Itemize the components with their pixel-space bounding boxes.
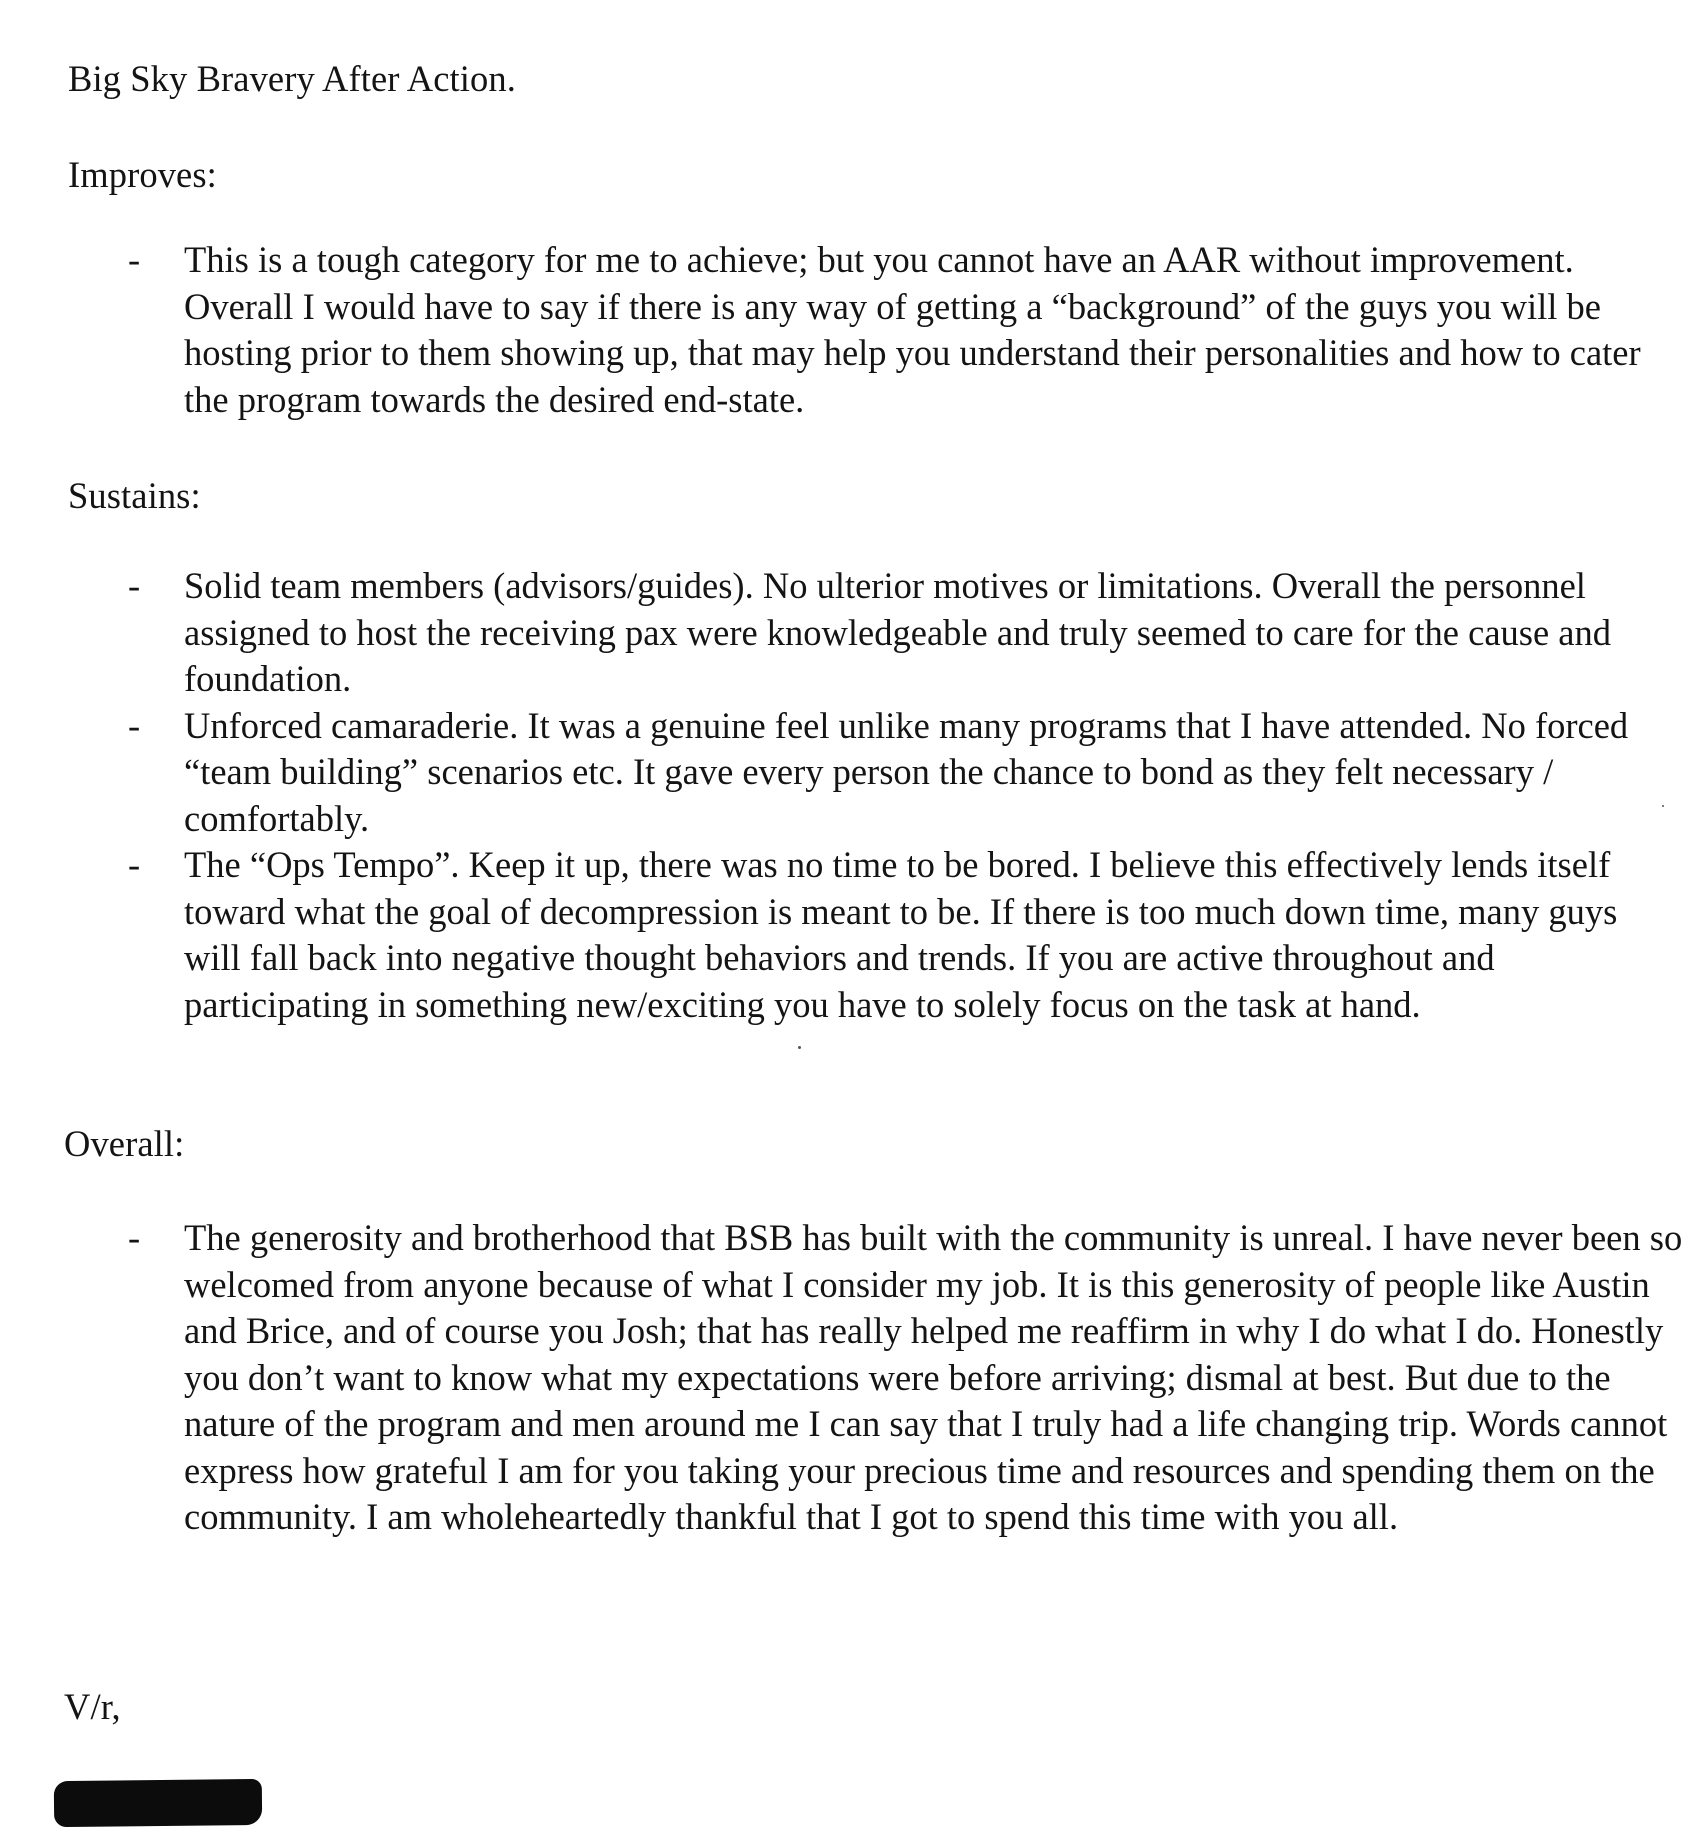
sustains-item-text: The “Ops Tempo”. Keep it up, there was no time to be bored. I believe this effectively lends itself toward what the goal of decompression is meant to be. If there is too much down time, many guys will fall back into negative thought behaviors and trends. If you are active throughout and participating in something new/exciting you have to solely focus on the task at hand. <box>184 844 1618 1025</box>
overall-item-text: The generosity and brotherhood that BSB has built with the community is unreal. I have never been so welcomed from anyone because of what I consider my job. It is this generosity of people like Austin and Brice, and of course you Josh; that has really helped me reaffirm in why I do what I do. Honestly you don’t want to know what my expectations were before arriving; dismal at best. But due to the nature of the program and men around me I can say that I truly had a life changing trip. Words cannot express how grateful I am for you taking your precious time and resources and spending them on the community. I am wholeheartedly thankful that I got to spend this time with you all. <box>184 1217 1683 1537</box>
sustains-list <box>126 563 1646 1028</box>
list-item <box>126 1215 1684 1541</box>
list-item <box>126 563 1624 703</box>
scan-speck <box>1662 805 1664 807</box>
redacted-signature <box>54 1779 262 1827</box>
sustains-heading: Sustains: <box>68 475 201 516</box>
improves-heading: Improves: <box>68 154 217 195</box>
sustains-item-text: Solid team members (advisors/guides). No ulterior motives or limitations. Overall the personnel assigned to host the receiving pax were knowledgeable and truly seemed to care for the cause and foundation. <box>184 565 1612 699</box>
sustains-item-text: Unforced camaraderie. It was a genuine feel unlike many programs that I have attended. No forced “team building” scenarios etc. It gave every person the chance to bond as they felt necessary / comfortably. <box>184 704 1629 839</box>
list-item <box>126 842 1664 1028</box>
improves-item-text: This is a tough category for me to achieve; but you cannot have an AAR without improvement. Overall I would have to say if there is any way of getting a “background” of the guys you will be hosting prior to them showing up, that may help you understand their personalities and how to cater the program towards the desired end-state. <box>184 239 1641 420</box>
bullet-dash: - <box>128 239 141 280</box>
list-item <box>126 703 1674 843</box>
document-title: Big Sky Bravery After Action. <box>68 58 516 99</box>
bullet-dash: - <box>128 565 141 606</box>
closing-salutation: V/r, <box>64 1686 121 1727</box>
bullet-dash: - <box>128 1217 141 1258</box>
overall-heading: Overall: <box>64 1123 185 1164</box>
scan-speck <box>798 1046 801 1049</box>
bullet-dash: - <box>128 844 141 885</box>
list-item <box>126 237 1644 423</box>
overall-list <box>126 1215 1683 1541</box>
bullet-dash: - <box>128 704 141 746</box>
improves-list <box>126 237 1646 423</box>
